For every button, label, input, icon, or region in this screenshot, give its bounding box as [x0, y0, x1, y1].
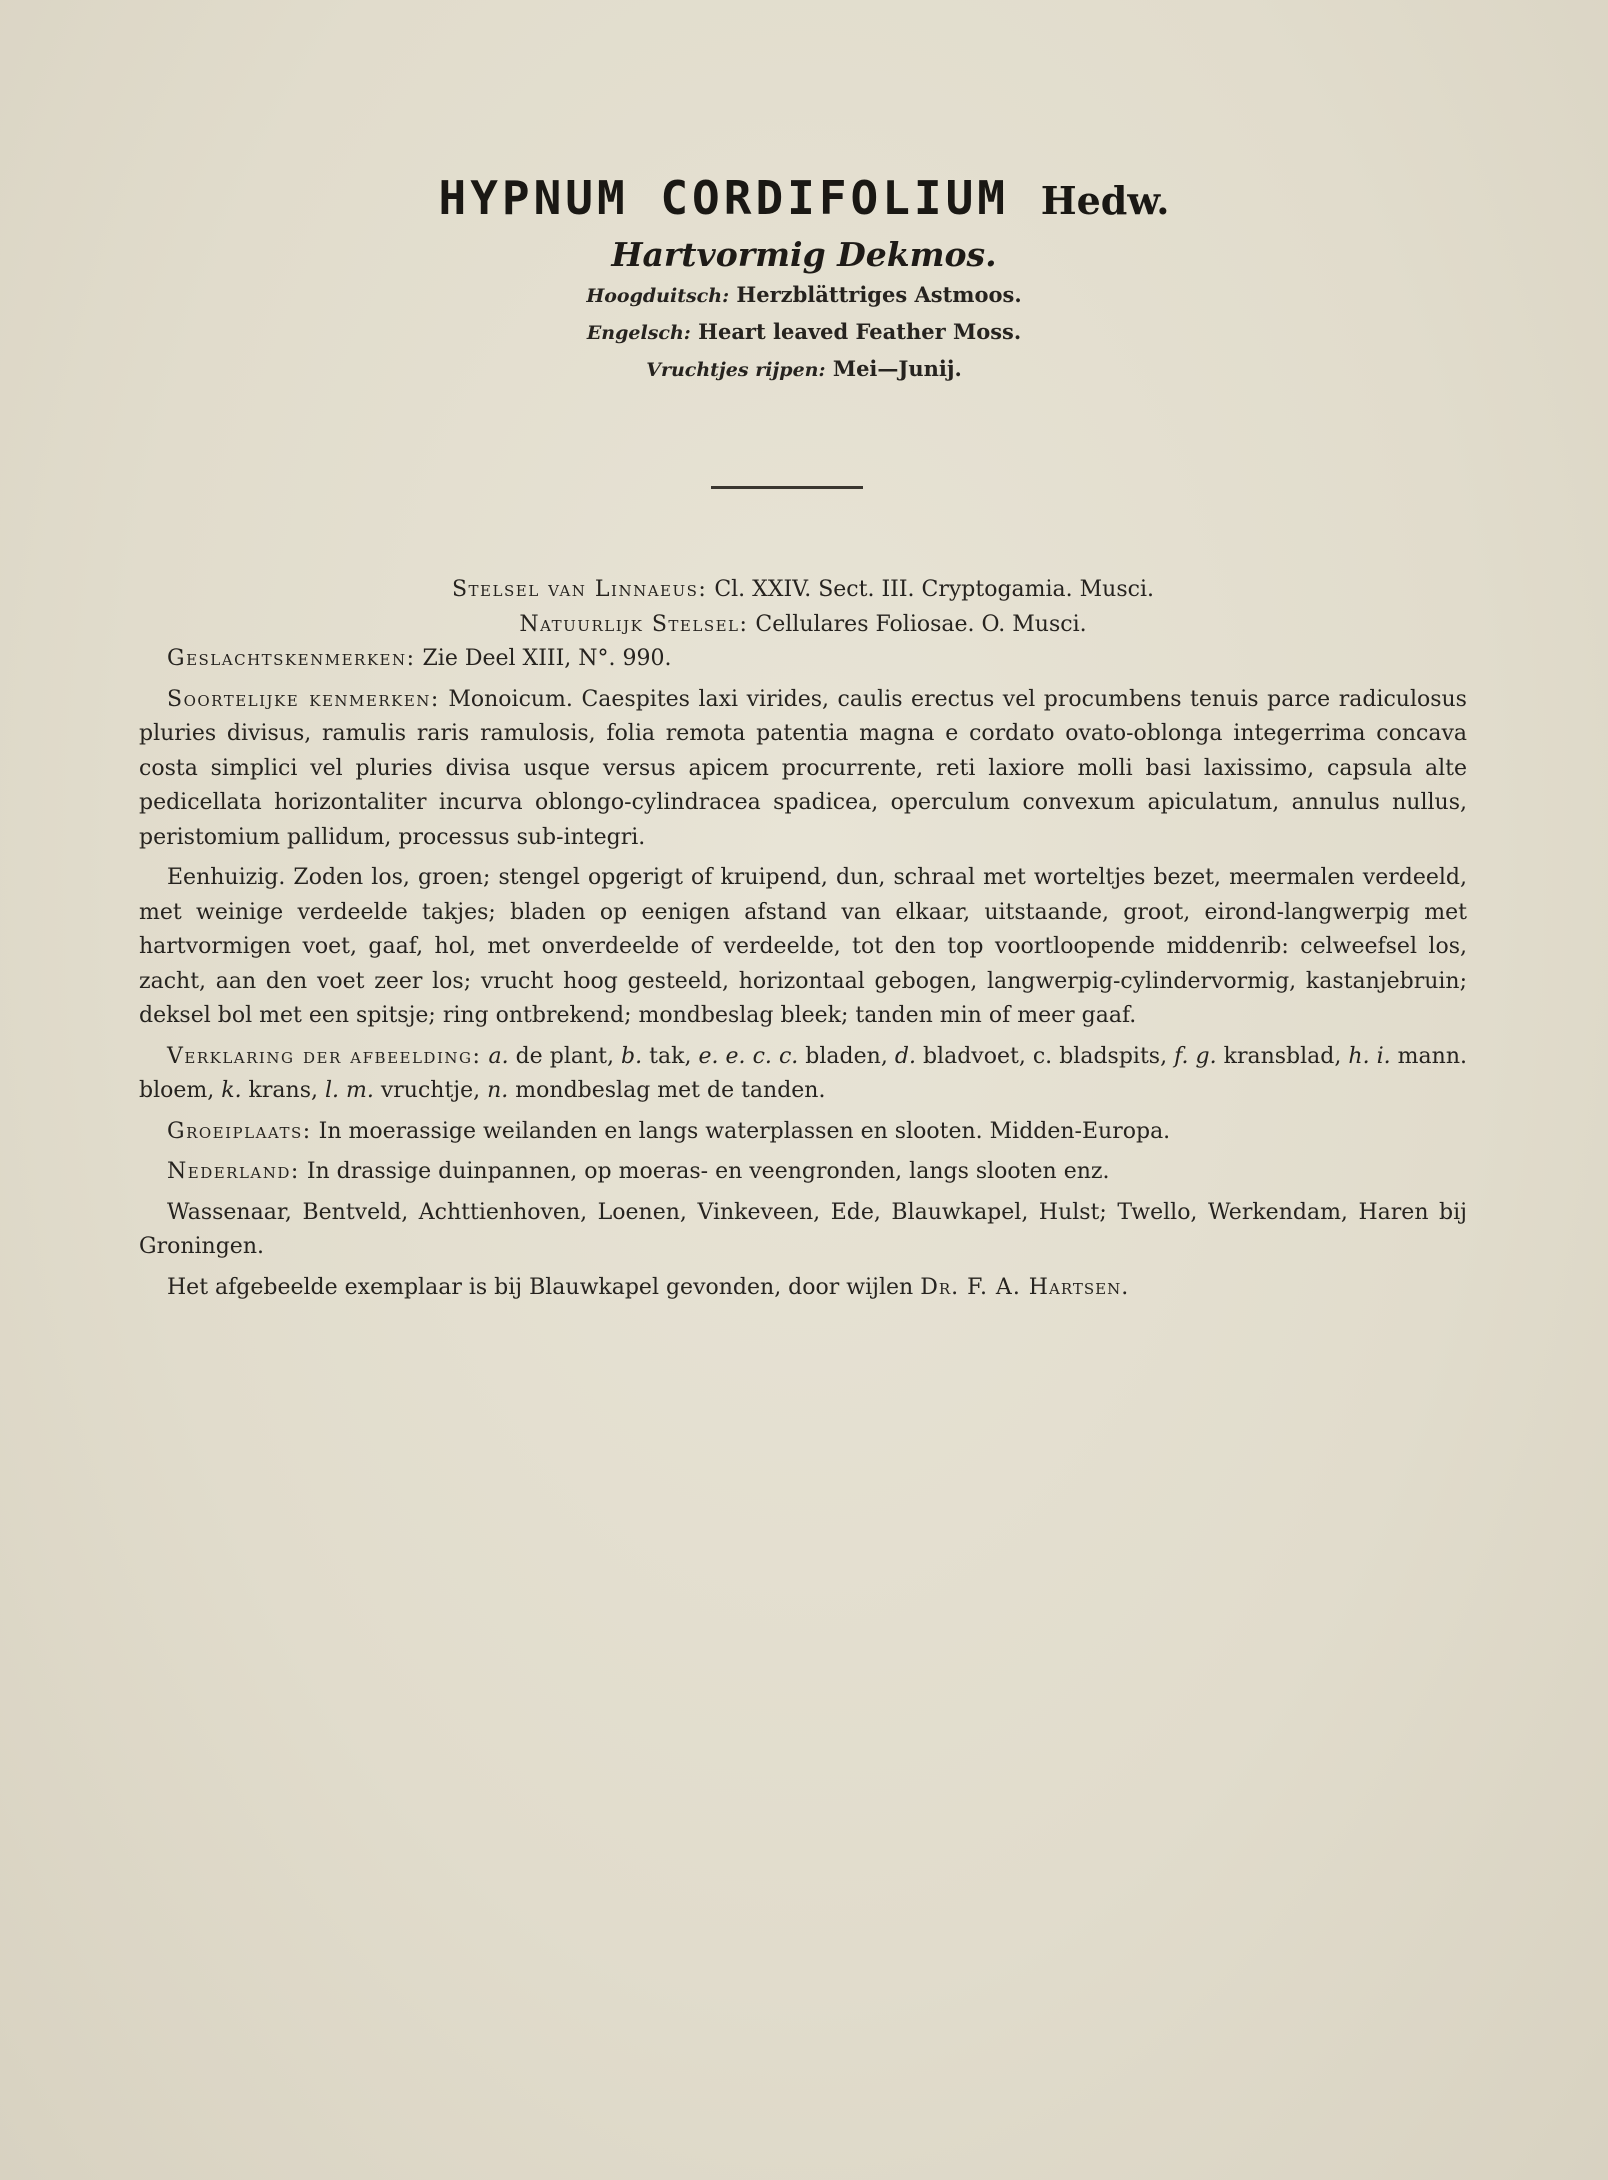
figure-key: k. — [221, 1078, 242, 1103]
habitat-label: Groeiplaats: — [167, 1118, 312, 1144]
genus-value: Zie Deel XIII, N°. 990. — [422, 646, 672, 671]
header — [0, 172, 1608, 388]
figure-key: a. — [488, 1043, 509, 1069]
figure-key: h. i. — [1348, 1043, 1391, 1069]
netherlands-value: In drassige duinpannen, op moeras- en veengronden, langs slooten enz. — [306, 1159, 1110, 1184]
english-name-line — [0, 314, 1608, 351]
german-value: Herzblättriges Astmoos. — [736, 282, 1022, 307]
page-title — [0, 172, 1608, 227]
figure-key: l. m. — [324, 1078, 374, 1103]
figure-text: kransblad, — [1216, 1043, 1349, 1069]
ripening-label: Vruchtjes rijpen: — [646, 359, 826, 381]
netherlands-paragraph — [139, 1155, 1467, 1190]
figure-text: krans, — [241, 1078, 325, 1103]
figure-key: n. — [487, 1078, 509, 1103]
specimen-text: Het afgebeelde exemplaar is bij Blauwkapel gevonden, door wijlen — [167, 1274, 914, 1300]
genus-label: Geslachtskenmerken: — [167, 646, 416, 671]
author-abbrev: Hedw. — [1040, 178, 1170, 223]
divider-rule — [711, 486, 863, 489]
natural-system-value: Cellulares Foliosae. O. Musci. — [755, 611, 1087, 637]
body-text — [139, 573, 1467, 1311]
linnaeus-value: Cl. XXIV. Sect. III. Cryptogamia. Musci. — [714, 577, 1154, 602]
species-value: Monoicum. Caespites laxi virides, caulis erectus vel procumbens tenuis parce radiculosus pluries divisus, ramulis raris ramulosis, folia remota patentia magna e cordato ovato-oblonga integerrima concava costa simplici vel pluries divisa usque versus apicem procurrente, reti laxiore molli basi laxissimo, capsula alte pedicellata horizontaliter incurva oblongo-cylindracea spadicea, operculum convexum apiculatum, annulus nullus, peristomium pallidum, processus sub-integri. — [139, 686, 1467, 850]
linnaeus-line — [139, 573, 1467, 608]
dutch-name: Hartvormig Dekmos. — [611, 235, 997, 274]
genus-paragraph — [139, 642, 1467, 677]
figure-label: Verklaring der afbeelding: — [167, 1043, 482, 1069]
figure-text: bladen, — [798, 1043, 895, 1069]
linnaeus-label: Stelsel van Linnaeus: — [451, 577, 708, 602]
figure-paragraph — [139, 1040, 1467, 1109]
ripening-line — [0, 351, 1608, 388]
species-label: Soortelijke kenmerken: — [167, 686, 440, 712]
figure-text: vruchtje, — [373, 1078, 488, 1103]
german-label: Hoogduitsch: — [586, 285, 730, 307]
figure-key: e. e. c. c. — [698, 1043, 799, 1069]
natural-system-label: Natuurlijk Stelsel: — [519, 611, 749, 637]
habitat-paragraph — [139, 1115, 1467, 1150]
figure-text: bladvoet, c. bladspits, — [915, 1043, 1175, 1069]
english-label: Engelsch: — [586, 322, 691, 344]
ripening-value: Mei—Junij. — [832, 356, 962, 381]
figure-text: tak, — [642, 1043, 699, 1069]
species-name: HYPNUM CORDIFOLIUM — [438, 171, 1009, 225]
specimen-paragraph — [139, 1271, 1467, 1306]
german-name-line — [0, 277, 1608, 314]
figure-key: b. — [621, 1043, 643, 1069]
species-paragraph — [139, 683, 1467, 856]
netherlands-label: Nederland: — [167, 1159, 300, 1184]
figure-text: de plant, — [508, 1043, 622, 1069]
figure-key: d. — [894, 1043, 916, 1069]
figure-text: mann. bloem, — [139, 1043, 1467, 1103]
habitat-value: In moerassige weilanden en langs waterplassen en slooten. Midden-Europa. — [318, 1118, 1171, 1144]
description-paragraph: Eenhuizig. Zoden los, groen; stengel opgerigt of kruipend, dun, schraal met worteltjes bezet, meermalen verdeeld, met weinige verdeelde takjes; bladen op eenigen afstand van elkaar, uitstaande, groot, eirond-langwerpig met hartvormigen voet, gaaf, hol, met onverdeelde of verdeelde, tot den top voortloopende middenrib: celweefsel los, zacht, aan den voet zeer los; vrucht hoog gesteeld, horizontaal gebogen, langwerpig-cylindervormig, kastanjebruin; deksel bol met een spitsje; ring ontbrekend; mondbeslag bleek; tanden min of meer gaaf. — [139, 865, 1467, 1028]
figure-text: mondbeslag met de tanden. — [508, 1078, 826, 1103]
english-value: Heart leaved Feather Moss. — [698, 319, 1022, 344]
localities-paragraph: Wassenaar, Bentveld, Achttienhoven, Loenen, Vinkeveen, Ede, Blauwkapel, Hulst; Twello, Werkendam, Haren bij Groningen. — [139, 1199, 1467, 1259]
natural-system-line — [139, 608, 1467, 643]
figure-key: f. g. — [1174, 1043, 1217, 1069]
specimen-collector: Dr. F. A. Hartsen. — [920, 1274, 1130, 1300]
